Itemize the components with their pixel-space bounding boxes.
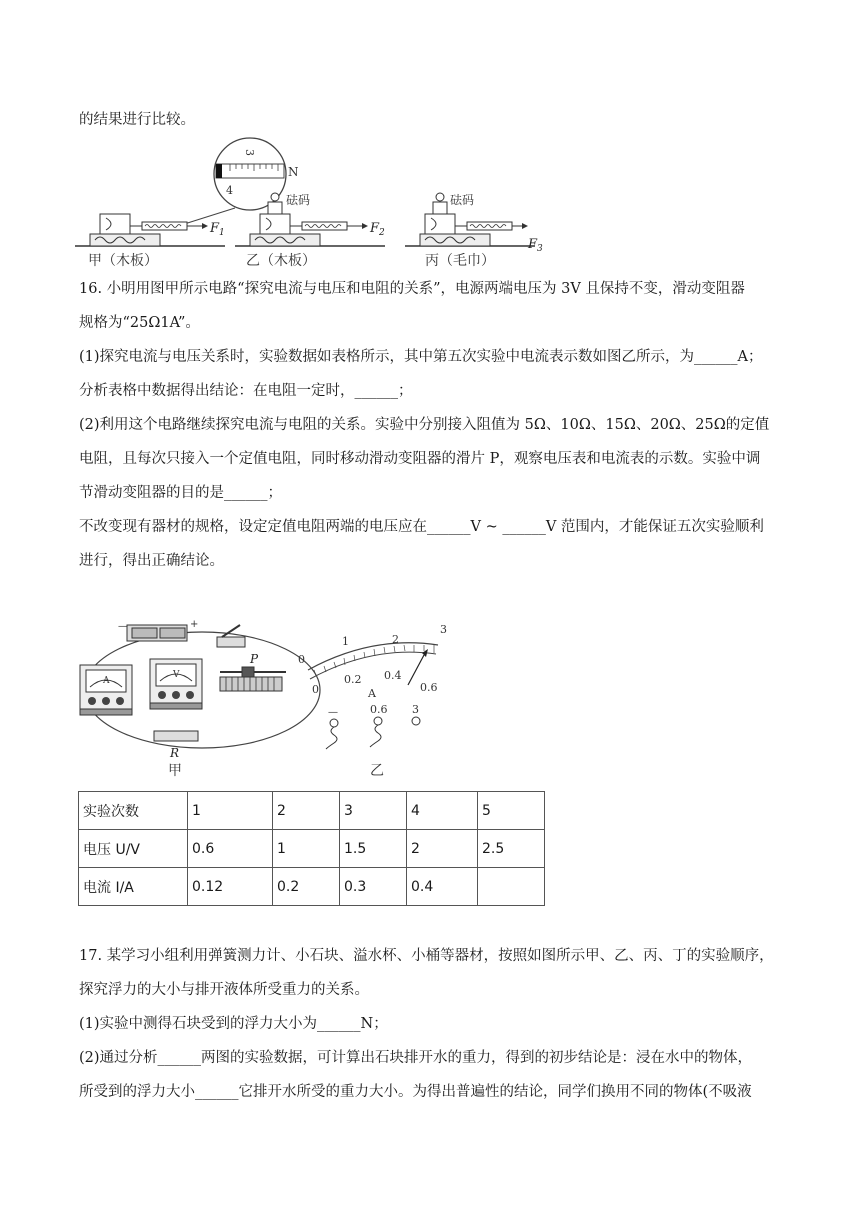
slider-label-p: P (250, 652, 259, 666)
ammeter-dial (298, 623, 447, 779)
q16-line-6: 电阻，且每次只接入一个定值电阻，同时移动滑动变阻器的滑片 P，观察电压表和电流表的示数。实验中调 (79, 451, 761, 467)
svg-text:—: — (118, 621, 128, 632)
table-cell: 1 (188, 792, 273, 830)
q16-line-7: 节滑动变阻器的目的是______； (79, 485, 282, 501)
text-line-continuation: 的结果进行比较。 (79, 112, 195, 128)
table-row (79, 792, 545, 830)
table-cell: 0.6 (188, 830, 273, 868)
battery (118, 619, 198, 641)
force-f3: $F_3$ (528, 237, 543, 254)
table-cell: 3 (340, 792, 407, 830)
dial-top-0: 0 (298, 653, 305, 666)
q16-line-5: (2)利用这个电路继续探究电流与电阻的关系。实验中分别接入阻值为 5Ω、10Ω、15Ω、20Ω、25Ω的定值 (79, 417, 770, 433)
dial-bottom-06: 0.6 (420, 681, 438, 694)
voltmeter (150, 659, 202, 709)
scale-letter-n: N (288, 165, 299, 179)
dial-bottom-02: 0.2 (344, 673, 362, 686)
scale-mark-4: 4 (226, 184, 233, 197)
q17-line-4: (2)通过分析______两图的实验数据，可计算出石块排开水的重力，得到的初步结论是：浸在水中的物体， (79, 1050, 753, 1066)
table-cell: 1.5 (340, 830, 407, 868)
q16-line-9: 进行，得出正确结论。 (79, 553, 224, 569)
table-cell: 0.3 (340, 868, 407, 906)
table-cell: 2 (407, 830, 478, 868)
q16-line-4: 分析表格中数据得出结论：在电阻一定时，______； (79, 383, 413, 399)
setup-towel-3 (420, 192, 543, 254)
setup-wood-1 (90, 214, 225, 246)
setup-wood-2 (250, 192, 385, 246)
fixed-resistor (154, 731, 198, 760)
voltmeter-letter: V (173, 670, 180, 680)
table-cell: 1 (273, 830, 340, 868)
q16-line-1: 16. 小明用图甲所示电路“探究电流与电压和电阻的关系”，电源两端电压为 3V 且保持不变，滑动变阻器 (79, 281, 745, 297)
dial-bottom-0: 0 (312, 683, 319, 696)
table-cell: 0.4 (407, 868, 478, 906)
q17-line-1: 17. 某学习小组利用弹簧测力计、小石块、溢水杯、小桶等器材，按照如图所示甲、乙、丙、丁的实验顺序， (79, 948, 774, 964)
scale-mark-3: 3 (243, 149, 256, 156)
table-cell: 0.12 (188, 868, 273, 906)
q16-line-2: 规格为“25Ω1A”。 (79, 315, 200, 331)
table-cell: 5 (478, 792, 545, 830)
q16-line-8: 不改变现有器材的规格，设定定值电阻两端的电压应在______V ~ ______V 范围内，才能保证五次实验顺利 (79, 519, 764, 535)
ammeter-letter: A (103, 676, 110, 686)
terminal-minus: — (328, 707, 338, 718)
caption-bing-towel: 丙（毛巾） (425, 253, 495, 269)
ammeter (80, 665, 132, 715)
terminal-06: 0.6 (370, 703, 388, 716)
rheostat (220, 652, 286, 691)
q16-line-3: (1)探究电流与电压关系时，实验数据如表格所示，其中第五次实验中电流表示数如图乙所示，为______A； (79, 349, 763, 365)
table-cell: 4 (407, 792, 478, 830)
dial-top-1: 1 (342, 635, 349, 648)
table-cell: 2 (273, 792, 340, 830)
caption-yi-wood: 乙（木板） (246, 253, 316, 269)
weight-label-3: 砝码 (450, 193, 475, 207)
dial-top-2: 2 (392, 633, 399, 646)
table-cell: 0.2 (273, 868, 340, 906)
figure-label-yi: 乙 (370, 763, 384, 779)
resistor-label-r: R (170, 746, 180, 760)
terminal-3: 3 (412, 703, 419, 716)
switch (217, 625, 245, 647)
table-cell: 电压 U/V (79, 830, 188, 868)
table-cell: 实验次数 (79, 792, 188, 830)
q17-line-3: (1)实验中测得石块受到的浮力大小为______N； (79, 1016, 388, 1032)
weight-label-2: 砝码 (286, 193, 311, 207)
force-f2: $F_2$ (370, 221, 385, 238)
force-f1: $F_1$ (210, 221, 225, 238)
table-cell (478, 868, 545, 906)
table-cell: 电流 I/A (79, 868, 188, 906)
circuit-figure (72, 615, 472, 785)
dial-top-3: 3 (440, 623, 447, 636)
data-table (78, 791, 545, 906)
caption-jia-wood: 甲（木板） (88, 253, 158, 269)
table-cell: 2.5 (478, 830, 545, 868)
table-row (79, 868, 545, 906)
table-row (79, 830, 545, 868)
dial-unit-a: A (368, 687, 376, 700)
dial-bottom-04: 0.4 (384, 669, 402, 682)
svg-text:+: + (190, 619, 199, 630)
q17-line-2: 探究浮力的大小与排开液体所受重力的关系。 (79, 982, 369, 998)
q17-line-5: 所受到的浮力大小______它排开水所受的重力大小。为得出普遍性的结论，同学们换用不同的物体(不吸液 (79, 1084, 752, 1100)
figure-label-jia: 甲 (168, 763, 182, 779)
